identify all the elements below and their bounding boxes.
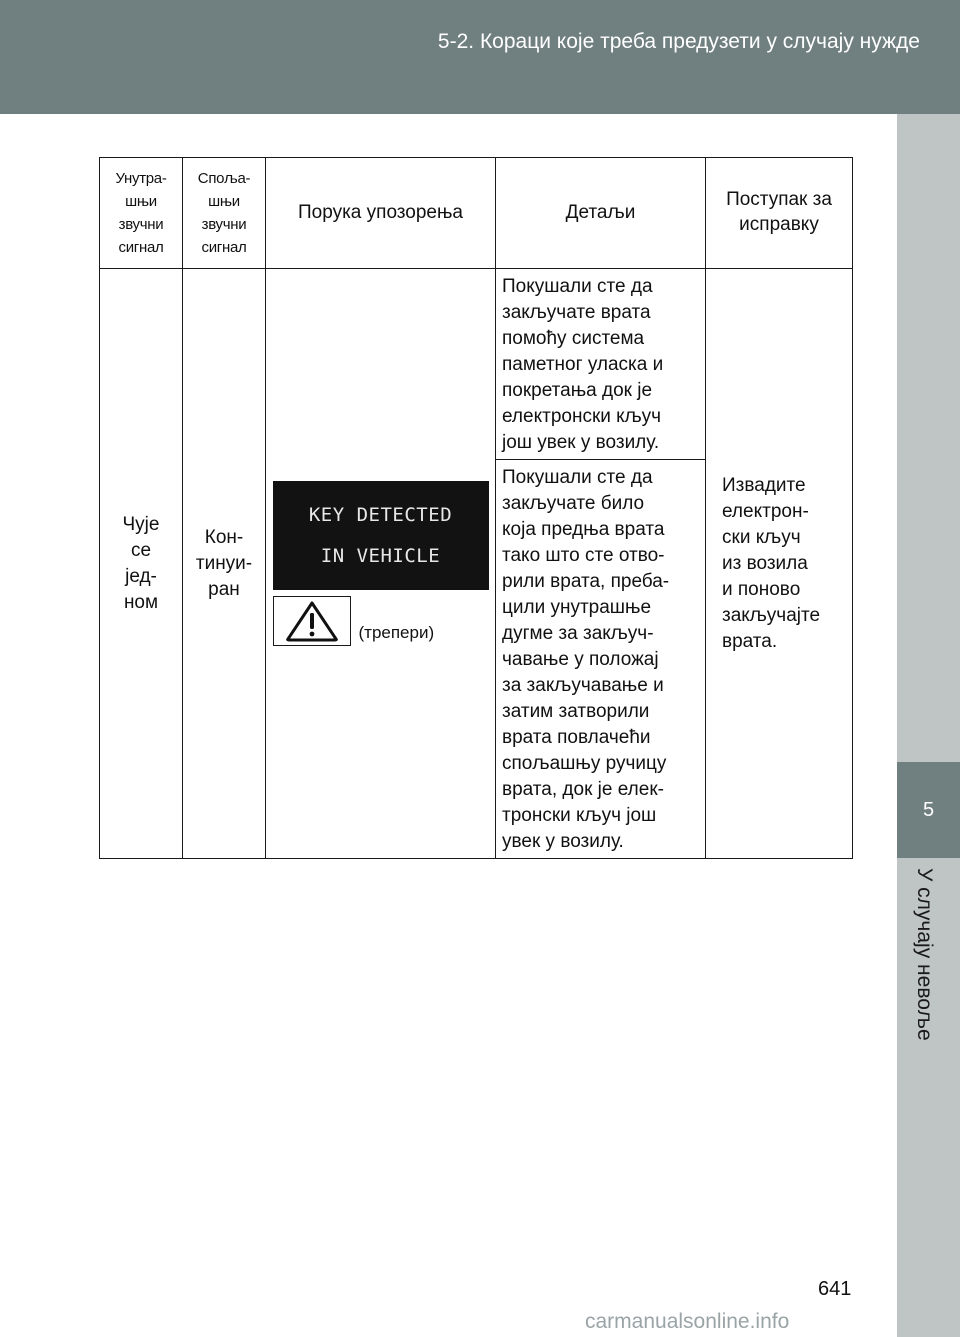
section-title: 5-2. Кораци које треба предузети у случају нужде [437,30,920,53]
inner-buzzer-cell: Чује се јед- ном [100,269,183,859]
multi-info-display: KEY DETECTED IN VEHICLE [273,481,489,590]
detail-cell-2: Покушали сте да закључате било која предња врата тако што сте отво- рили врата, преба- цили унутрашње дугме за закључ- чавање у положај за закључавање и затим затворили врата повлачећи спољашњу ручицу врата, док је елек- тронски кључ још увек у возилу. [496,460,706,859]
header-outer-buzzer: Споља- шњи звучни сигнал [183,158,266,269]
watermark: carmanualsonline.info [585,1310,790,1333]
outer-buzzer-cell: Кон- тинуи- ран [183,269,266,859]
header-inner-buzzer: Унутра- шњи звучни сигнал [100,158,183,269]
detail-cell-1: Покушали сте да закључате врата помоћу система паметног уласка и покретања док је електронски кључ још увек у возилу. [496,269,706,460]
table-row [100,269,853,460]
icon-caption: (трепери) [358,622,435,642]
side-band [897,114,960,1337]
header-correction: Поступак за исправку [706,158,853,269]
page-number: 641 [818,1278,852,1300]
header-band [0,0,960,114]
correction-cell: Извадите електрон- ски кључ из возила и поново закључајте врата. [706,269,853,859]
warning-message-cell [266,269,496,859]
header-details: Детаљи [496,158,706,269]
chapter-number-tab: 5 [897,762,960,858]
header-warning-message: Порука упозорења [266,158,496,269]
table-header-row [100,158,853,269]
warning-table [99,157,853,859]
warning-triangle-icon [273,596,351,646]
chapter-title: У случају невоље [913,868,936,1041]
